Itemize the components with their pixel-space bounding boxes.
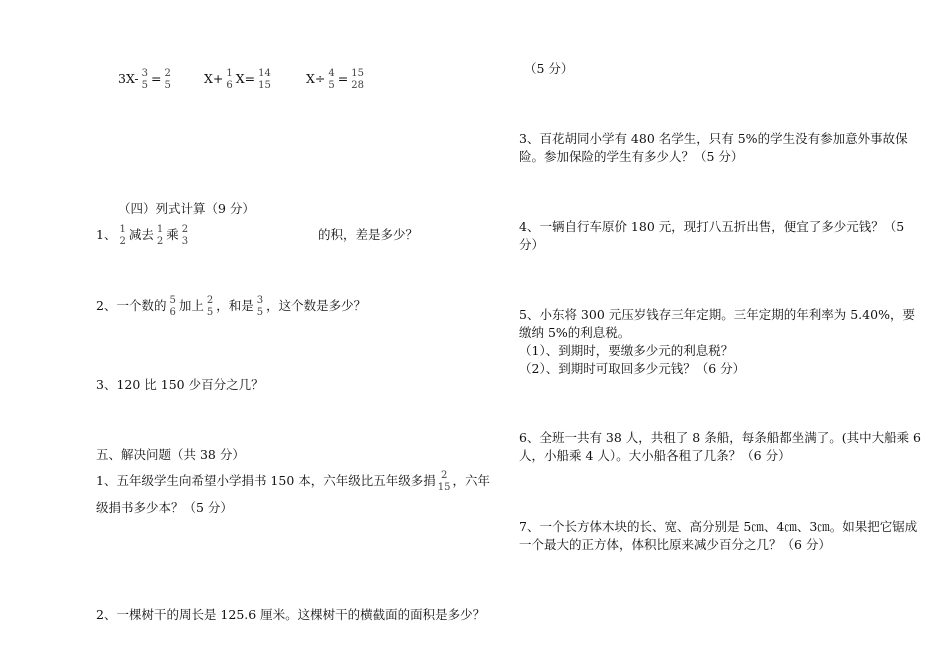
equation-text: X+ xyxy=(204,71,224,86)
equation-2 xyxy=(204,68,274,91)
right-question-3-line2: 险。参加保险的学生有多少人？（5 分） xyxy=(519,149,744,164)
equation-text: = xyxy=(151,71,162,86)
fraction: 3 5 xyxy=(141,68,149,91)
equation-text: X= xyxy=(235,71,256,86)
fraction: 4 5 xyxy=(328,68,335,91)
question-5-1-line2: 级捐书多少本？（5 分） xyxy=(96,500,233,515)
fraction: 2 5 xyxy=(164,68,171,91)
fraction: 2 3 xyxy=(181,224,189,247)
right-question-4-line2: 分） xyxy=(519,237,545,252)
section-5-title: 五、解决问题（共 38 分） xyxy=(96,447,245,462)
right-question-7-line1: 7、一个长方体木块的长、宽、高分别是 5㎝、4㎝、3㎝。如果把它锯成 xyxy=(519,519,918,534)
right-question-3-line1: 3、百花胡同小学有 480 名学生，只有 5%的学生没有参加意外事故保 xyxy=(519,131,908,146)
fraction: 3 5 xyxy=(256,295,264,318)
equation-text: = xyxy=(337,71,349,86)
right-question-5-line3: （1）、到期时，要缴多少元的利息税？ xyxy=(519,343,734,358)
question-4-2: 2、一个数的 5 6 加上 2 5 ，和是 3 5 ，这个数是多少？ xyxy=(96,295,367,318)
equation-3 xyxy=(306,68,367,91)
right-question-5-line2: 缴纳 5%的利息税。 xyxy=(519,325,631,340)
fraction: 1 6 xyxy=(226,68,233,91)
right-question-6-line2: 人，小船乘 4 人）。大小船各租了几条？（6 分） xyxy=(519,448,791,463)
question-5-1: 1、五年级学生向希望小学捐书 150 本，六年级比五年级多捐 2 15 ，六年 xyxy=(96,470,491,493)
question-4-1-tail: 的积，差是多少？ xyxy=(318,227,419,242)
fraction: 1 2 xyxy=(156,224,164,247)
equation-text: 3X- xyxy=(118,71,139,86)
equation-text: X÷ xyxy=(306,71,326,86)
right-question-4-line1: 4、一辆自行车原价 180 元，现打八五折出售，便宜了多少元钱？（5 xyxy=(519,219,905,234)
fraction: 2 15 xyxy=(437,470,451,493)
question-4-1: 1、 1 2 减去 1 2 乘 2 3 xyxy=(96,224,189,247)
fraction: 14 15 xyxy=(258,68,271,91)
right-question-5-line4: （2）、到期时可取回多少元钱？（6 分） xyxy=(519,361,746,376)
score-note: （5 分） xyxy=(524,61,574,76)
fraction: 1 2 xyxy=(119,224,126,247)
fraction: 2 5 xyxy=(206,295,214,318)
question-5-2: 2、一棵树干的周长是 125.6 厘米。这棵树干的横截面的面积是多少？ xyxy=(96,607,486,622)
equation-1 xyxy=(118,68,174,91)
right-question-6-line1: 6、全班一共有 38 人，共租了 8 条船，每条船都坐满了。(其中大船乘 6 xyxy=(519,430,922,445)
question-4-3: 3、120 比 150 少百分之几？ xyxy=(96,377,264,392)
right-question-7-line2: 一个最大的正方体，体积比原来减少百分之几？（6 分） xyxy=(519,537,831,552)
fraction: 15 28 xyxy=(351,68,364,91)
section-4-title: （四）列式计算（9 分） xyxy=(118,201,255,216)
fraction: 5 6 xyxy=(169,295,176,318)
right-question-5-line1: 5、小东将 300 元压岁钱存三年定期。三年定期的年利率为 5.40%，要 xyxy=(519,307,915,322)
